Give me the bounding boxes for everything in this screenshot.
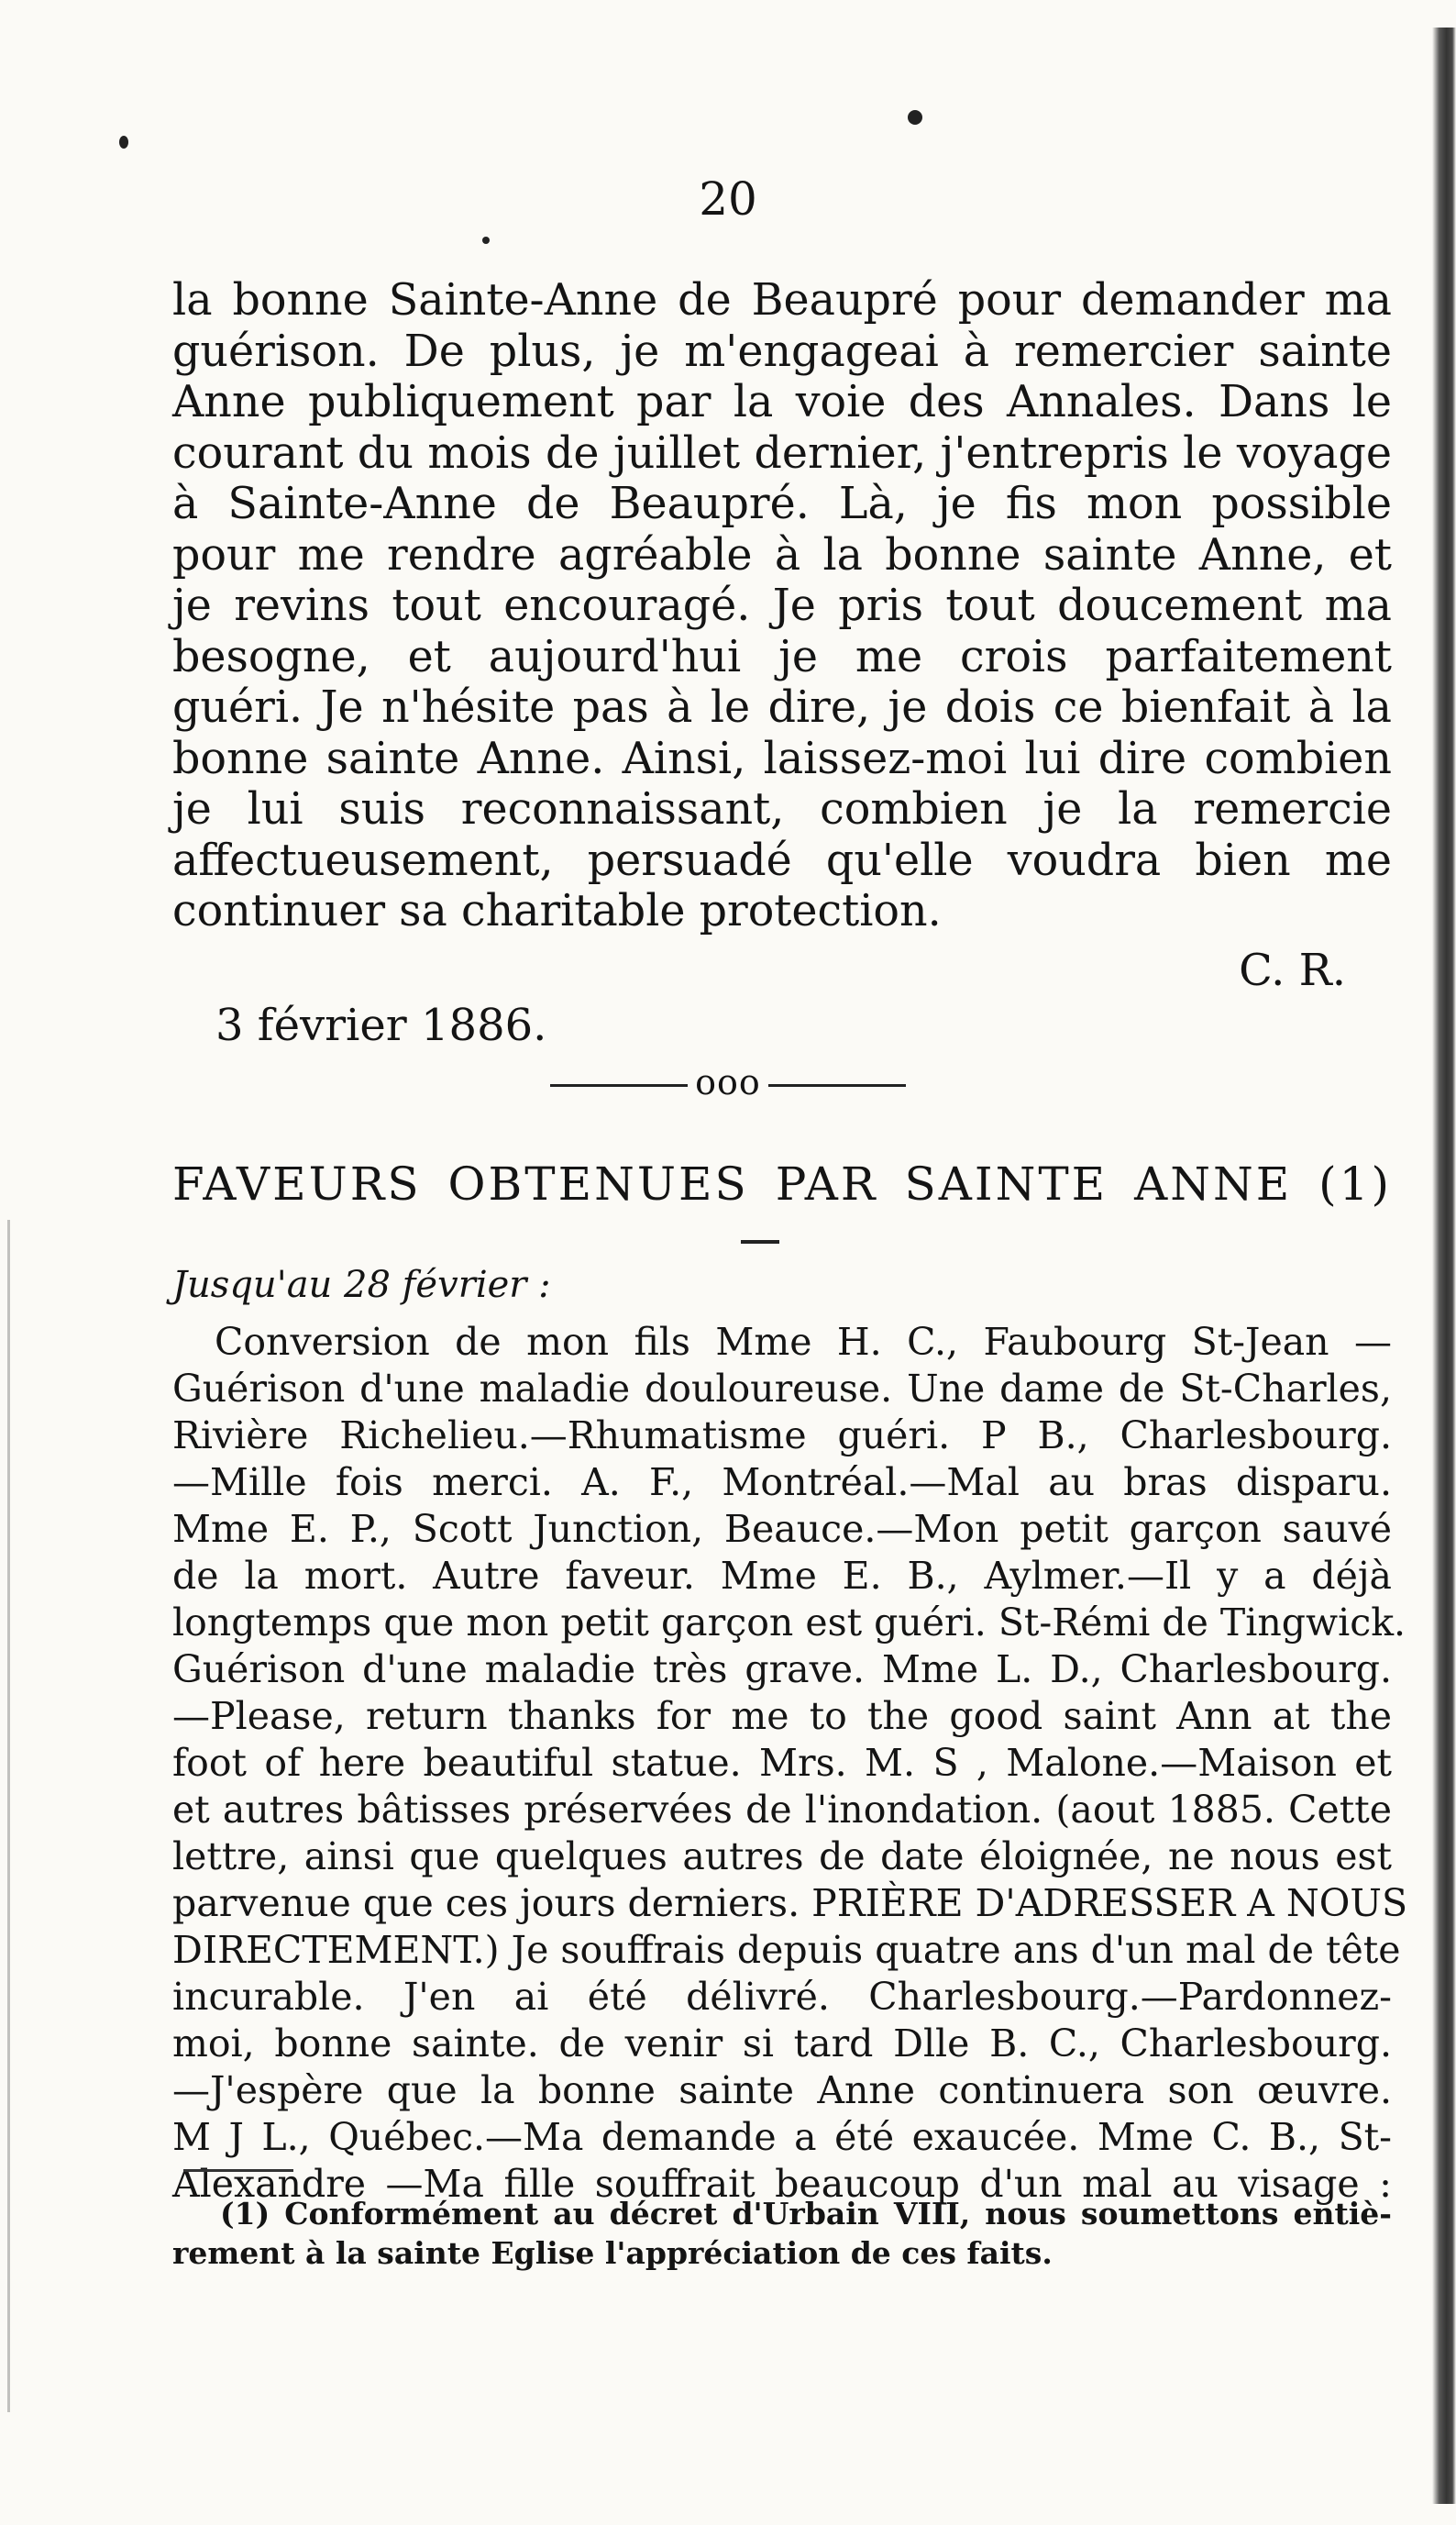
- text-line: —Mille fois merci. A. F., Montréal.—Mal au bras disparu.: [172, 1460, 1392, 1504]
- text-line: affectueusement, persuadé qu'elle voudra bien me: [172, 835, 1392, 886]
- text-line: je lui suis reconnaissant, combien je la remercie: [172, 784, 1392, 835]
- text-line: Rivière Richelieu.—Rhumatisme guéri. P B., Charlesbourg.: [172, 1413, 1392, 1457]
- divider-rule: [550, 1084, 688, 1087]
- divider-rule: [768, 1084, 906, 1087]
- title-dash: [741, 1240, 779, 1244]
- text-line: lettre, ainsi que quelques autres de date éloignée, ne nous est: [172, 1834, 1392, 1878]
- text-line: longtemps que mon petit garçon est guéri. St-Rémi de Tingwick.: [172, 1600, 1406, 1645]
- text-line: (1) Conformément au décret d'Urbain VIII, nous soumettons entiè-: [220, 2196, 1392, 2232]
- page-number: 20: [699, 172, 757, 226]
- text-line: DIRECTEMENT.) Je souffrais depuis quatre ans d'un mal de tête: [172, 1928, 1401, 1972]
- text-line: incurable. J'en ai été délivré. Charlesbourg.—Pardonnez-: [172, 1975, 1392, 2019]
- favours-list: [172, 1319, 1408, 2208]
- text-line: Guérison d'une maladie très grave. Mme L. D., Charlesbourg.: [172, 1647, 1392, 1691]
- footnote-rule: [183, 2169, 293, 2172]
- divider-ornament: ooo: [695, 1062, 761, 1102]
- ink-speck: [482, 237, 490, 244]
- text-line: guéri. Je n'hésite pas à le dire, je dois ce bienfait à la: [172, 682, 1392, 733]
- text-line: M J L., Québec.—Ma demande a été exaucée. Mme C. B., St-: [172, 2115, 1392, 2159]
- text-line: moi, bonne sainte. de venir si tard Dlle B. C., Charlesbourg.: [172, 2021, 1392, 2065]
- text-line: courant du mois de juillet dernier, j'entrepris le voyage: [172, 427, 1392, 479]
- text-line: Guérison d'une maladie douloureuse. Une dame de St-Charles,: [172, 1367, 1392, 1411]
- section-title: FAVEURS OBTENUES PAR SAINTE ANNE (1): [172, 1157, 1392, 1211]
- page-edge-shadow: [1432, 28, 1456, 2504]
- text-line: continuer sa charitable protection.: [172, 886, 942, 936]
- footnote: [172, 2194, 1392, 2273]
- text-line: Anne publiquement par la voie des Annales. Dans le: [172, 377, 1392, 427]
- text-line: Mme E. P., Scott Junction, Beauce.—Mon petit garçon sauvé: [172, 1507, 1392, 1551]
- text-line: guérison. De plus, je m'engageai à remercier sainte: [172, 326, 1392, 377]
- text-line: à Sainte-Anne de Beaupré. Là, je fis mon possible: [172, 479, 1392, 529]
- text-line: je revins tout encouragé. Je pris tout doucement ma: [172, 581, 1392, 631]
- ink-speck: [119, 136, 128, 149]
- text-line: besogne, et aujourd'hui je me crois parfaitement: [172, 631, 1392, 682]
- text-line: Alexandre —Ma fille souffrait beaucoup d'un mal au visage :: [172, 2162, 1392, 2206]
- page-margin-rule: [7, 1220, 10, 2412]
- text-line: foot of here beautiful statue. Mrs. M. S , Malone.—Maison et: [172, 1741, 1392, 1785]
- favours-subheading: Jusqu'au 28 février :: [172, 1264, 551, 1306]
- text-line: pour me rendre agréable à la bonne sainte Anne, et: [172, 529, 1392, 581]
- text-line: la bonne Sainte-Anne de Beaupré pour demander ma: [172, 275, 1392, 326]
- text-line: —J'espère que la bonne sainte Anne continuera son œuvre.: [172, 2068, 1392, 2112]
- text-line: et autres bâtisses préservées de l'inondation. (aout 1885. Cette: [172, 1788, 1392, 1832]
- text-line: bonne sainte Anne. Ainsi, laissez-moi lui dire combien: [172, 733, 1392, 784]
- text-line: parvenue que ces jours derniers. PRIÈRE D'ADRESSER A NOUS: [172, 1881, 1408, 1925]
- text-line: rement à la sainte Eglise l'appréciation de ces faits.: [172, 2235, 1053, 2271]
- letter-date: 3 février 1886.: [215, 1000, 547, 1051]
- text-line: —Please, return thanks for me to the good saint Ann at the: [172, 1694, 1392, 1738]
- ink-speck: [908, 110, 922, 125]
- text-line: de la mort. Autre faveur. Mme E. B., Aylmer.—Il y a déjà: [172, 1554, 1392, 1598]
- section-divider: [0, 1062, 1456, 1102]
- letter-text: [172, 275, 1392, 937]
- text-line: Conversion de mon fils Mme H. C., Faubourg St-Jean —: [215, 1320, 1392, 1364]
- signature: C. R.: [1239, 945, 1346, 996]
